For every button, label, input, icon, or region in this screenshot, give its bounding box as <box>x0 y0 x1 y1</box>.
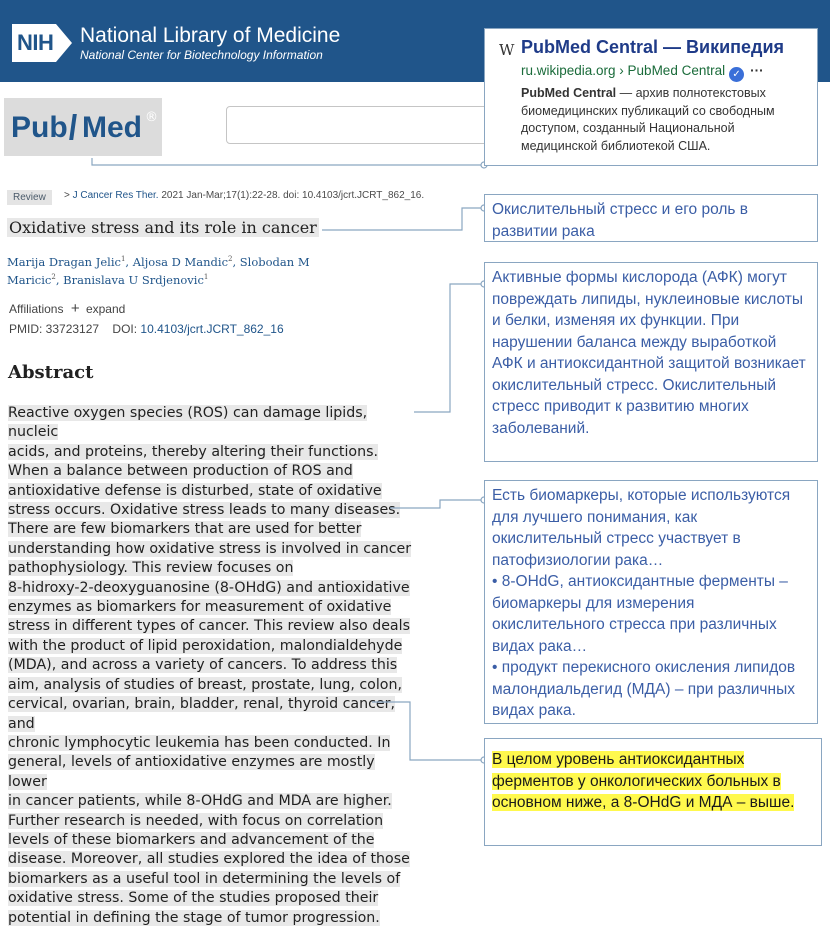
wikipedia-url-text[interactable]: ru.wikipedia.org › PubMed Central <box>521 63 726 78</box>
connector-title <box>322 208 484 230</box>
wikipedia-icon: W <box>499 41 515 59</box>
abstract-line: (MDA), and across a variety of cancers. To address this <box>8 657 398 674</box>
abstract-line: enzymes as biomarkers for measurement of oxidative <box>8 599 392 616</box>
annotation-biomarkers-bullet: • продукт перекисного окисления липидов малондиальдегид (МДА) – при различных видах рака. <box>492 659 796 719</box>
abstract-line: stress occurs. Oxidative stress leads to many diseases. <box>8 502 401 519</box>
author-aff-number: 1 <box>120 255 126 263</box>
nih-subtitle: National Center for Biotechnology Information <box>80 48 323 62</box>
pubmed-logo-registered: ® <box>145 110 158 125</box>
annotation-title-translation: Окислительный стресс и его роль в развитии рака <box>484 194 818 242</box>
wikipedia-url <box>521 63 764 82</box>
affiliations-row <box>9 300 125 317</box>
identifiers-row <box>9 322 284 336</box>
abstract-line: with the product of lipid peroxidation, malondialdehyde <box>8 637 403 654</box>
connector-wiki <box>92 158 484 165</box>
author-list: Marija Dragan Jelic$^1$, Aljosa D Mandic$^2$, Slobodan M Maricic$^2$, Branislava U Srdjenovic$^1$ <box>7 254 310 287</box>
pubmed-logo-bookmark-icon <box>69 114 77 140</box>
abstract-line: acids, and proteins, thereby altering their functions. <box>8 443 378 460</box>
journal-link[interactable]: J Cancer Res Ther. <box>72 190 159 201</box>
annotation-biomarkers-bullet: • 8-OHdG, антиоксидантные ферменты – биомаркеры для измерения окислительного стресса при различных видах рака… <box>492 573 788 655</box>
pubmed-logo-pub: Pub <box>11 111 68 144</box>
abstract-line: disease. Moreover, all studies explored the idea of those <box>8 851 410 868</box>
wikipedia-description <box>521 85 811 155</box>
abstract-line: There are few biomarkers that are used for better <box>8 521 362 538</box>
wikipedia-card[interactable] <box>484 28 818 166</box>
abstract-line: Reactive oxygen species (ROS) can damage lipids, nucleic <box>8 405 368 441</box>
doi-label: DOI: <box>112 322 138 336</box>
abstract-line: in cancer patients, while 8-OHdG and MDA are higher. <box>8 793 392 810</box>
plus-icon[interactable]: + <box>70 300 80 317</box>
abstract-text <box>8 404 416 928</box>
abstract-line: antioxidative defense is disturbed, state of oxidative <box>8 482 382 499</box>
connector-ros <box>414 284 484 412</box>
wikipedia-desc-text: — архив полнотекстовых биомедицинских публикаций со свободным доступом, созданный Национальной медицинской библиотекой США. <box>521 86 775 153</box>
abstract-line: levels of these biomarkers and advancement of the <box>8 831 375 848</box>
nih-logo-mark: NIH <box>12 24 56 62</box>
verified-icon: ✓ <box>729 67 744 82</box>
abstract-line: stress in different types of cancer. This review also deals <box>8 618 410 635</box>
pmid: PMID: 33723127 <box>9 322 100 336</box>
author-aff-number: 2 <box>228 255 233 263</box>
abstract-line: 8-hidroxy-2-deoxyguanosine (8-OHdG) and antioxidative <box>8 579 410 596</box>
nih-title[interactable]: National Library of Medicine <box>80 24 341 47</box>
abstract-heading: Abstract <box>8 362 94 383</box>
more-options-icon[interactable]: ··· <box>750 63 764 78</box>
abstract-line: Further research is needed, with focus on correlation <box>8 812 384 829</box>
abstract-line: aim, analysis of studies of breast, prostate, lung, colon, <box>8 676 402 693</box>
author-aff-number: 1 <box>203 272 209 281</box>
annotation-conclusion-translation <box>484 738 822 846</box>
author-link[interactable]: Marija Dragan Jelic <box>7 254 121 269</box>
expand-button[interactable]: expand <box>85 302 126 316</box>
pubmed-logo-med: Med <box>82 111 142 144</box>
abstract-line: When a balance between production of ROS and <box>8 463 353 480</box>
annotation-biomarkers-translation <box>484 480 818 724</box>
author-link[interactable]: Aljosa D Mandic <box>132 254 229 269</box>
abstract-line: oxidative stress. Some of the studies proposed their <box>8 890 379 907</box>
citation-line <box>64 190 424 201</box>
annotation-ros-translation: Активные формы кислорода (АФК) могут повреждать липиды, нуклеиновые кислоты и белки, изменяя их функции. При нарушении баланса между выработкой АФК и антиоксидантной защитой возникает окислительный стресс. Окислительный стресс приводит к развитию многих заболеваний. <box>484 262 818 462</box>
citation-details: 2021 Jan-Mar;17(1):22-28. doi: 10.4103/jcrt.JCRT_862_16. <box>161 190 425 201</box>
pubmed-logo[interactable] <box>4 98 162 156</box>
author-link[interactable]: Slobodan M Maricic <box>7 254 310 287</box>
abstract-line: cervical, ovarian, brain, bladder, renal, thyroid cancer, and <box>8 696 395 732</box>
wikipedia-title-link[interactable]: PubMed Central — Википедия <box>521 37 785 57</box>
chevron-right-icon: > <box>64 190 70 201</box>
abstract-line: general, levels of antioxidative enzymes are mostly lower <box>8 754 375 790</box>
doi-link[interactable]: 10.4103/jcrt.JCRT_862_16 <box>140 322 284 336</box>
abstract-line: biomarkers as a useful tool in determining the levels of <box>8 870 401 887</box>
abstract-line: understanding how oxidative stress is involved in cancer <box>8 540 412 557</box>
abstract-line: chronic lymphocytic leukemia has been conducted. In <box>8 734 391 751</box>
author-link[interactable]: Branislava U Srdjenovic <box>63 272 204 287</box>
nih-logo[interactable] <box>12 24 72 62</box>
annotation-conclusion-text: В целом уровень антиоксидантных ферментов у онкологических больных в основном ниже, а 8-OHdG и МДА – выше. <box>492 751 795 811</box>
affiliations-label: Affiliations <box>9 302 64 316</box>
search-input[interactable] <box>226 106 496 144</box>
nih-logo-arrow-icon <box>56 24 72 62</box>
author-aff-number: 2 <box>51 272 56 281</box>
wikipedia-desc-term: PubMed Central <box>521 86 617 100</box>
article-type-badge[interactable]: Review <box>7 190 52 205</box>
abstract-line: potential in defining the stage of tumor progression. <box>8 909 380 926</box>
article-title: Oxidative stress and its role in cancer <box>9 218 317 237</box>
abstract-line: pathophysiology. This review focuses on <box>8 560 294 577</box>
annotation-biomarkers-intro: Есть биомаркеры, которые используются для лучшего понимания, как окислительный стресс участвует в патофизиологии рака… <box>492 487 791 569</box>
